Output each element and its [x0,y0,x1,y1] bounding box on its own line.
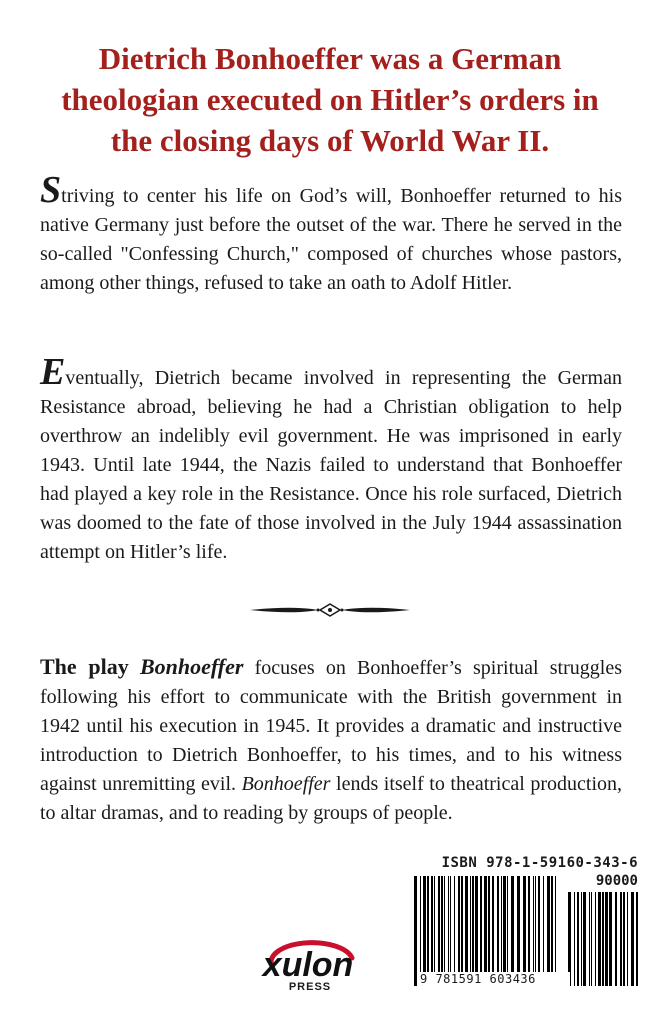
barcode-bar [441,876,443,986]
barcode-bar [434,876,435,986]
barcode-bar [448,876,449,986]
barcode-bar [444,876,445,986]
price-code: 90000 [595,873,638,889]
barcode-bar [631,892,634,986]
barcode-bar [492,876,494,986]
barcode-bar [620,892,622,986]
barcode-bar [497,876,499,986]
barcode-bar [589,892,590,986]
barcode-bar [528,876,530,986]
barcode-bar [450,876,451,986]
barcode-bar [581,892,582,986]
dropcap-e: E [40,351,66,393]
paragraph-3-text-1: focuses on Bonhoeffer’s spiritual struggles following his effort to communicate with the British government in 1942 until his execution in 1945. It provides a dramatic and instructive introduction to Dietrich Bonhoeffer, to his times, and to his witness against unremitting evil. [40,657,622,795]
barcode-bar [438,876,440,986]
barcode-bar [458,876,460,986]
barcode-bar [431,876,433,986]
dropcap-s: S [40,169,62,211]
barcode-bar [533,876,534,986]
ornament-divider-icon [248,600,412,620]
barcode-bar [551,876,553,986]
barcode-bar [595,892,596,986]
barcode-bar [472,876,474,986]
paragraph-3-text-2: lends itself to theatrical production, to altar dramas, and to reading by groups of people. [40,773,622,824]
paragraph-3-lead: The play [40,654,129,679]
barcode-bar [535,876,536,986]
barcode-bar [598,892,601,986]
barcode-bar [615,892,617,986]
barcode-bar [461,876,463,986]
paragraph-2-text: ventually, Dietrich became involved in representing the German Resistance abroad, believing he had a Christian obligation to help overthrow an indelibly evil government. He was imprisoned in early 1943. Until late 1944, the Nazis failed to understand that Bonhoeffer had played a key role in the Resistance. Once his role surfaced, Dietrich was doomed to the fate of those involved in the July 1944 assassination attempt on Hitler’s life. [40,367,622,563]
barcode-bar [511,876,514,986]
barcode-bar [470,876,471,986]
barcode-bar [465,876,468,986]
barcode-icon [410,874,640,986]
barcode-bar [605,892,608,986]
barcode-bar [523,876,526,986]
barcode-bar [555,876,556,986]
barcode-bar [427,876,429,986]
barcode-bar [475,876,478,986]
ean-bars [414,876,556,986]
barcode-bar [577,892,579,986]
barcode-bar [543,876,544,986]
barcode-bar [484,876,487,986]
barcode-bar [609,892,612,986]
barcode-bar [547,876,550,986]
barcode-bar [480,876,482,986]
barcode-bar [454,876,455,986]
barcode-bar [501,876,502,986]
logo-wordmark: xulon [262,946,354,984]
paragraph-3 [40,652,622,828]
barcode-bar [517,876,520,986]
play-title: Bonhoeffer [139,654,244,679]
barcode-bar [591,892,592,986]
barcode-bar [623,892,625,986]
barcode-bar [583,892,586,986]
barcode-bar [488,876,490,986]
barcode-bar [503,876,506,986]
isbn-label: ISBN 978-1-59160-343-6 [441,855,638,871]
barcode-bar [420,876,421,986]
logo-press: PRESS [288,981,332,993]
barcode-bar [507,876,508,986]
barcode-bar [414,876,417,986]
barcode-bar [636,892,638,986]
barcode-bar [602,892,604,986]
addon-bars [568,892,638,986]
headline: Dietrich Bonhoeffer was a German theologian executed on Hitler’s orders in the closing days of World War II. [61,41,599,158]
barcode-bar [574,892,575,986]
play-title-2: Bonhoeffer [241,773,331,795]
barcode-number: 9 781591 603436 [420,972,570,986]
barcode-bar [627,892,628,986]
paragraph-2 [40,351,622,567]
barcode-bar [538,876,540,986]
paragraph-1-text: triving to center his life on God’s will, Bonhoeffer returned to his native Germany just before the outset of the war. There he served in the so-called "Confessing Church," composed of churches whose pastors, among other things, refused to take an oath to Adolf Hitler. [40,185,622,294]
paragraph-1 [40,169,622,298]
barcode-bar [423,876,426,986]
